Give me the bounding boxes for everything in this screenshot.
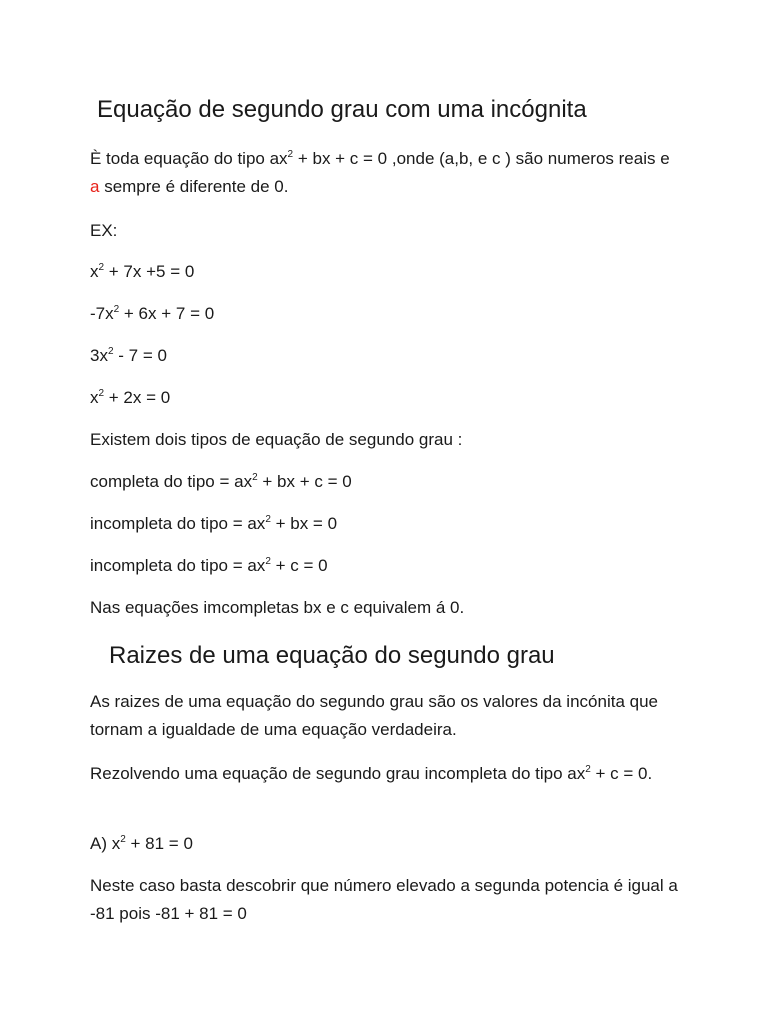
exponent: 2 xyxy=(107,346,114,357)
definition-text-1: È toda equação do tipo ax xyxy=(90,149,288,168)
exponent: 2 xyxy=(585,764,591,775)
definition-paragraph xyxy=(90,145,680,201)
equation-text: - 7 = 0 xyxy=(113,346,167,365)
types-intro: Existem dois tipos de equação de segundo grau : xyxy=(90,430,463,449)
exponent: 2 xyxy=(265,556,271,567)
equation-text: x xyxy=(90,388,99,407)
example-equation-3 xyxy=(90,342,680,370)
type-text: incompleta do tipo = ax xyxy=(90,556,266,575)
exponent: 2 xyxy=(252,472,258,483)
solving-text: + c = 0. xyxy=(590,764,653,783)
equation-text: 3x xyxy=(90,346,108,365)
incomplete-note: Nas equações imcompletas bx e c equivalem á 0. xyxy=(90,598,465,617)
case-paragraph: Neste caso basta descobrir que número elevado a segunda potencia é igual a -81 pois -81 + 81 = 0 xyxy=(90,876,678,923)
exponent: 2 xyxy=(113,304,120,315)
exponent: 2 xyxy=(98,262,105,273)
exponent: 2 xyxy=(265,514,271,525)
page-title: Equação de segundo grau com uma incógnita xyxy=(97,96,587,123)
type-incomplete-bx xyxy=(90,510,680,538)
solving-paragraph xyxy=(90,760,680,788)
equation-text: A) x xyxy=(90,834,121,853)
solving-text: Rezolvendo uma equação de segundo grau incompleta do tipo ax xyxy=(90,764,586,783)
type-complete xyxy=(90,468,680,496)
equation-text: x xyxy=(90,262,99,281)
type-text: completa do tipo = ax xyxy=(90,472,253,491)
example-equation-4 xyxy=(90,384,680,412)
type-text: + c = 0 xyxy=(270,556,328,575)
section-heading-roots: Raizes de uma equação do segundo grau xyxy=(109,642,555,669)
highlighted-variable: a xyxy=(90,177,100,196)
exponent: 2 xyxy=(120,834,126,845)
type-text: + bx + c = 0 xyxy=(257,472,352,491)
equation-text: + 2x = 0 xyxy=(104,388,171,407)
type-text: incompleta do tipo = ax xyxy=(90,514,266,533)
examples-label: EX: xyxy=(90,221,118,240)
definition-text-3: sempre é diferente de 0. xyxy=(99,177,289,196)
exponent: 2 xyxy=(287,149,294,160)
roots-paragraph: As raizes de uma equação do segundo grau são os valores da incónita que tornam a igualdade de uma equação verdadeira. xyxy=(90,692,658,739)
equation-text: + 81 = 0 xyxy=(125,834,193,853)
definition-text-2: + bx + c = 0 ,onde (a,b, e c ) são numeros reais e xyxy=(293,149,670,168)
exponent: 2 xyxy=(98,388,105,399)
example-a xyxy=(90,830,680,858)
example-equation-2 xyxy=(90,300,680,328)
type-incomplete-c xyxy=(90,552,680,580)
equation-text: + 6x + 7 = 0 xyxy=(119,304,215,323)
equation-text: -7x xyxy=(90,304,114,323)
type-text: + bx = 0 xyxy=(270,514,338,533)
equation-text: + 7x +5 = 0 xyxy=(104,262,195,281)
example-equation-1 xyxy=(90,258,680,286)
